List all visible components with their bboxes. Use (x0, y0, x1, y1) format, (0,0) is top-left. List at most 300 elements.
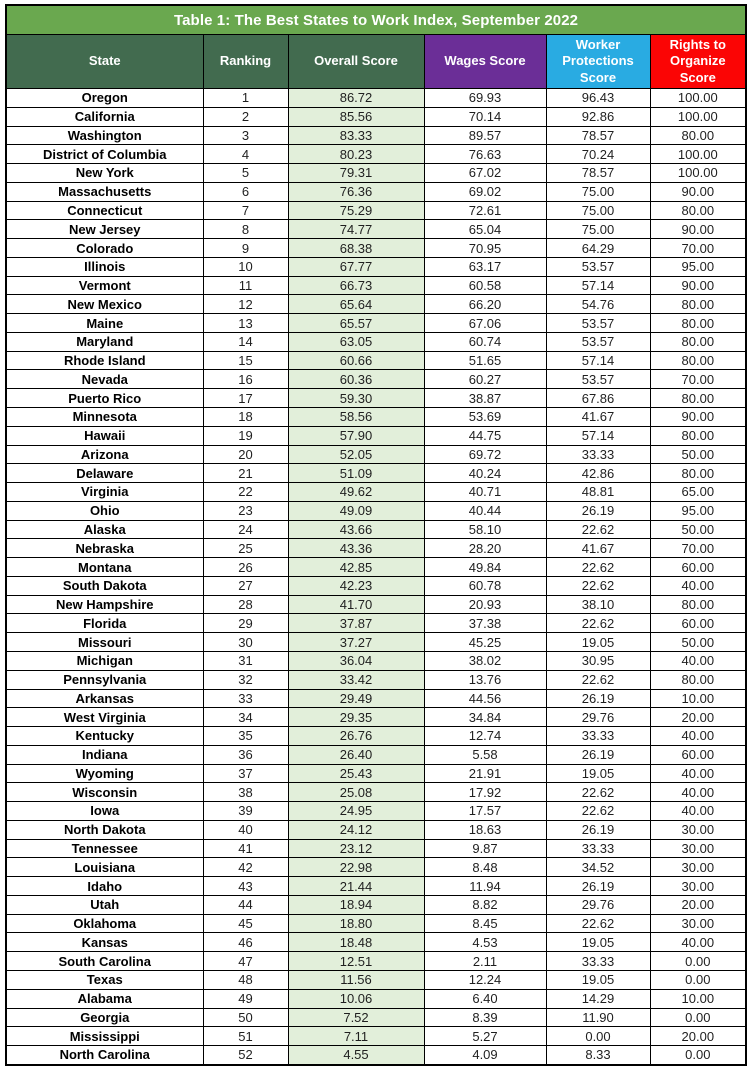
column-header-row (6, 35, 746, 89)
worker-protections-score-cell: 0.00 (546, 1027, 650, 1046)
table-row (6, 483, 746, 502)
table-row (6, 1046, 746, 1065)
state-cell: New York (6, 164, 203, 183)
worker-protections-score-cell: 30.95 (546, 651, 650, 670)
state-cell: Pennsylvania (6, 670, 203, 689)
ranking-cell: 34 (203, 708, 288, 727)
state-cell: Montana (6, 558, 203, 577)
wages-score-cell: 8.82 (424, 895, 546, 914)
wages-score-cell: 4.09 (424, 1046, 546, 1065)
rights-to-organize-score-cell: 70.00 (650, 539, 746, 558)
ranking-cell: 47 (203, 952, 288, 971)
ranking-cell: 6 (203, 182, 288, 201)
worker-protections-score-cell: 22.62 (546, 614, 650, 633)
rights-to-organize-score-cell: 0.00 (650, 1046, 746, 1065)
ranking-cell: 7 (203, 201, 288, 220)
ranking-cell: 15 (203, 351, 288, 370)
rights-to-organize-score-cell: 50.00 (650, 520, 746, 539)
wages-score-cell: 51.65 (424, 351, 546, 370)
wages-score-cell: 38.02 (424, 651, 546, 670)
overall-score-cell: 58.56 (288, 408, 424, 427)
state-cell: Nevada (6, 370, 203, 389)
overall-score-cell: 18.48 (288, 933, 424, 952)
wages-score-cell: 9.87 (424, 839, 546, 858)
ranking-cell: 29 (203, 614, 288, 633)
worker-protections-score-cell: 41.67 (546, 539, 650, 558)
rights-to-organize-score-cell: 90.00 (650, 220, 746, 239)
state-cell: Illinois (6, 257, 203, 276)
wages-score-cell: 8.45 (424, 914, 546, 933)
worker-protections-score-cell: 29.76 (546, 708, 650, 727)
rights-to-organize-score-cell: 80.00 (650, 595, 746, 614)
state-cell: New Jersey (6, 220, 203, 239)
rights-to-organize-score-cell: 100.00 (650, 107, 746, 126)
table-row (6, 164, 746, 183)
state-cell: Virginia (6, 483, 203, 502)
ranking-cell: 48 (203, 970, 288, 989)
state-cell: New Hampshire (6, 595, 203, 614)
rights-to-organize-score-cell: 30.00 (650, 858, 746, 877)
table-row (6, 933, 746, 952)
table-row (6, 389, 746, 408)
ranking-cell: 30 (203, 633, 288, 652)
overall-score-cell: 7.52 (288, 1008, 424, 1027)
rights-to-organize-score-cell: 30.00 (650, 820, 746, 839)
wages-score-cell: 63.17 (424, 257, 546, 276)
rights-to-organize-score-cell: 0.00 (650, 970, 746, 989)
state-cell: North Dakota (6, 820, 203, 839)
overall-score-cell: 29.49 (288, 689, 424, 708)
table-row (6, 708, 746, 727)
rights-to-organize-score-cell: 0.00 (650, 1008, 746, 1027)
overall-score-cell: 63.05 (288, 332, 424, 351)
ranking-cell: 25 (203, 539, 288, 558)
rights-to-organize-score-cell: 40.00 (650, 783, 746, 802)
rights-to-organize-score-cell: 40.00 (650, 802, 746, 821)
wages-score-cell: 69.02 (424, 182, 546, 201)
state-cell: Wisconsin (6, 783, 203, 802)
state-cell: Washington (6, 126, 203, 145)
overall-score-cell: 60.36 (288, 370, 424, 389)
wages-score-cell: 58.10 (424, 520, 546, 539)
overall-score-cell: 42.23 (288, 576, 424, 595)
table-row (6, 764, 746, 783)
table-row (6, 501, 746, 520)
worker-protections-score-cell: 8.33 (546, 1046, 650, 1065)
overall-score-cell: 43.36 (288, 539, 424, 558)
worker-protections-score-cell: 26.19 (546, 877, 650, 896)
wages-score-cell: 40.44 (424, 501, 546, 520)
rights-to-organize-score-cell: 30.00 (650, 839, 746, 858)
table-row (6, 89, 746, 108)
ranking-cell: 2 (203, 107, 288, 126)
table-row (6, 370, 746, 389)
ranking-cell: 12 (203, 295, 288, 314)
ranking-cell: 11 (203, 276, 288, 295)
state-cell: South Carolina (6, 952, 203, 971)
ranking-cell: 45 (203, 914, 288, 933)
rights-to-organize-score-cell: 50.00 (650, 633, 746, 652)
wages-score-cell: 8.48 (424, 858, 546, 877)
worker-protections-score-cell: 67.86 (546, 389, 650, 408)
ranking-cell: 19 (203, 426, 288, 445)
rights-to-organize-score-cell: 30.00 (650, 914, 746, 933)
worker-protections-score-cell: 14.29 (546, 989, 650, 1008)
rights-to-organize-score-cell: 60.00 (650, 614, 746, 633)
state-cell: Colorado (6, 239, 203, 258)
ranking-cell: 35 (203, 727, 288, 746)
table-row (6, 727, 746, 746)
wages-score-cell: 40.24 (424, 464, 546, 483)
col-header-overall-score: Overall Score (288, 35, 424, 89)
worker-protections-score-cell: 26.19 (546, 689, 650, 708)
ranking-cell: 18 (203, 408, 288, 427)
rights-to-organize-score-cell: 80.00 (650, 351, 746, 370)
overall-score-cell: 24.95 (288, 802, 424, 821)
overall-score-cell: 85.56 (288, 107, 424, 126)
table-row (6, 970, 746, 989)
col-header-state: State (6, 35, 203, 89)
state-cell: Iowa (6, 802, 203, 821)
rights-to-organize-score-cell: 40.00 (650, 576, 746, 595)
worker-protections-score-cell: 26.19 (546, 745, 650, 764)
overall-score-cell: 74.77 (288, 220, 424, 239)
ranking-cell: 24 (203, 520, 288, 539)
overall-score-cell: 18.80 (288, 914, 424, 933)
rights-to-organize-score-cell: 0.00 (650, 952, 746, 971)
overall-score-cell: 49.62 (288, 483, 424, 502)
worker-protections-score-cell: 34.52 (546, 858, 650, 877)
table-row (6, 314, 746, 333)
ranking-cell: 51 (203, 1027, 288, 1046)
overall-score-cell: 80.23 (288, 145, 424, 164)
table-row (6, 239, 746, 258)
rights-to-organize-score-cell: 40.00 (650, 651, 746, 670)
ranking-cell: 28 (203, 595, 288, 614)
state-cell: California (6, 107, 203, 126)
overall-score-cell: 12.51 (288, 952, 424, 971)
table-row (6, 107, 746, 126)
table-row (6, 614, 746, 633)
ranking-cell: 44 (203, 895, 288, 914)
rights-to-organize-score-cell: 80.00 (650, 670, 746, 689)
state-cell: Oregon (6, 89, 203, 108)
worker-protections-score-cell: 33.33 (546, 952, 650, 971)
ranking-cell: 41 (203, 839, 288, 858)
state-cell: Alaska (6, 520, 203, 539)
wages-score-cell: 34.84 (424, 708, 546, 727)
col-header-ranking: Ranking (203, 35, 288, 89)
ranking-cell: 50 (203, 1008, 288, 1027)
wages-score-cell: 17.57 (424, 802, 546, 821)
table-row (6, 351, 746, 370)
wages-score-cell: 53.69 (424, 408, 546, 427)
worker-protections-score-cell: 53.57 (546, 332, 650, 351)
table-head (6, 5, 746, 89)
rights-to-organize-score-cell: 90.00 (650, 276, 746, 295)
wages-score-cell: 11.94 (424, 877, 546, 896)
rights-to-organize-score-cell: 60.00 (650, 745, 746, 764)
overall-score-cell: 33.42 (288, 670, 424, 689)
state-cell: Delaware (6, 464, 203, 483)
rights-to-organize-score-cell: 90.00 (650, 182, 746, 201)
overall-score-cell: 60.66 (288, 351, 424, 370)
ranking-cell: 17 (203, 389, 288, 408)
wages-score-cell: 65.04 (424, 220, 546, 239)
rights-to-organize-score-cell: 10.00 (650, 989, 746, 1008)
state-cell: Puerto Rico (6, 389, 203, 408)
wages-score-cell: 76.63 (424, 145, 546, 164)
wages-score-cell: 70.14 (424, 107, 546, 126)
overall-score-cell: 36.04 (288, 651, 424, 670)
worker-protections-score-cell: 57.14 (546, 351, 650, 370)
wages-score-cell: 60.58 (424, 276, 546, 295)
overall-score-cell: 26.40 (288, 745, 424, 764)
title-row (6, 5, 746, 35)
overall-score-cell: 25.43 (288, 764, 424, 783)
overall-score-cell: 22.98 (288, 858, 424, 877)
wages-score-cell: 69.93 (424, 89, 546, 108)
overall-score-cell: 79.31 (288, 164, 424, 183)
table-body (6, 89, 746, 1065)
state-cell: Vermont (6, 276, 203, 295)
overall-score-cell: 26.76 (288, 727, 424, 746)
state-cell: Georgia (6, 1008, 203, 1027)
worker-protections-score-cell: 57.14 (546, 276, 650, 295)
col-header-worker-protections-score: Worker Protections Score (546, 35, 650, 89)
ranking-cell: 27 (203, 576, 288, 595)
state-cell: Kentucky (6, 727, 203, 746)
table-row (6, 877, 746, 896)
rights-to-organize-score-cell: 70.00 (650, 239, 746, 258)
table-row (6, 445, 746, 464)
table-row (6, 1008, 746, 1027)
ranking-cell: 26 (203, 558, 288, 577)
rights-to-organize-score-cell: 10.00 (650, 689, 746, 708)
wages-score-cell: 72.61 (424, 201, 546, 220)
worker-protections-score-cell: 33.33 (546, 727, 650, 746)
rights-to-organize-score-cell: 80.00 (650, 426, 746, 445)
table-row (6, 126, 746, 145)
overall-score-cell: 66.73 (288, 276, 424, 295)
worker-protections-score-cell: 92.86 (546, 107, 650, 126)
worker-protections-score-cell: 75.00 (546, 220, 650, 239)
state-cell: Connecticut (6, 201, 203, 220)
table-row (6, 670, 746, 689)
table-row (6, 1027, 746, 1046)
ranking-cell: 37 (203, 764, 288, 783)
ranking-cell: 36 (203, 745, 288, 764)
ranking-cell: 33 (203, 689, 288, 708)
overall-score-cell: 41.70 (288, 595, 424, 614)
worker-protections-score-cell: 33.33 (546, 839, 650, 858)
table-row (6, 914, 746, 933)
state-cell: Arizona (6, 445, 203, 464)
wages-score-cell: 38.87 (424, 389, 546, 408)
col-header-wages-score: Wages Score (424, 35, 546, 89)
rights-to-organize-score-cell: 80.00 (650, 126, 746, 145)
wages-score-cell: 12.24 (424, 970, 546, 989)
table-row (6, 257, 746, 276)
rights-to-organize-score-cell: 100.00 (650, 89, 746, 108)
state-cell: Rhode Island (6, 351, 203, 370)
wages-score-cell: 67.06 (424, 314, 546, 333)
overall-score-cell: 51.09 (288, 464, 424, 483)
state-cell: Maryland (6, 332, 203, 351)
overall-score-cell: 29.35 (288, 708, 424, 727)
rights-to-organize-score-cell: 80.00 (650, 389, 746, 408)
worker-protections-score-cell: 19.05 (546, 633, 650, 652)
col-header-rights-to-organize-score: Rights to Organize Score (650, 35, 746, 89)
overall-score-cell: 24.12 (288, 820, 424, 839)
worker-protections-score-cell: 96.43 (546, 89, 650, 108)
rights-to-organize-score-cell: 100.00 (650, 164, 746, 183)
wages-score-cell: 2.11 (424, 952, 546, 971)
ranking-cell: 4 (203, 145, 288, 164)
worker-protections-score-cell: 29.76 (546, 895, 650, 914)
overall-score-cell: 65.57 (288, 314, 424, 333)
table-row (6, 651, 746, 670)
worker-protections-score-cell: 78.57 (546, 164, 650, 183)
rights-to-organize-score-cell: 80.00 (650, 201, 746, 220)
ranking-cell: 39 (203, 802, 288, 821)
worker-protections-score-cell: 53.57 (546, 314, 650, 333)
table-row (6, 201, 746, 220)
rights-to-organize-score-cell: 40.00 (650, 764, 746, 783)
overall-score-cell: 37.27 (288, 633, 424, 652)
rights-to-organize-score-cell: 40.00 (650, 727, 746, 746)
table-row (6, 689, 746, 708)
ranking-cell: 10 (203, 257, 288, 276)
wages-score-cell: 60.27 (424, 370, 546, 389)
ranking-cell: 3 (203, 126, 288, 145)
state-cell: Oklahoma (6, 914, 203, 933)
state-cell: South Dakota (6, 576, 203, 595)
worker-protections-score-cell: 78.57 (546, 126, 650, 145)
wages-score-cell: 60.78 (424, 576, 546, 595)
ranking-cell: 14 (203, 332, 288, 351)
state-cell: Arkansas (6, 689, 203, 708)
overall-score-cell: 21.44 (288, 877, 424, 896)
wages-score-cell: 44.56 (424, 689, 546, 708)
state-cell: Minnesota (6, 408, 203, 427)
worker-protections-score-cell: 19.05 (546, 970, 650, 989)
ranking-cell: 1 (203, 89, 288, 108)
worker-protections-score-cell: 48.81 (546, 483, 650, 502)
overall-score-cell: 4.55 (288, 1046, 424, 1065)
worker-protections-score-cell: 22.62 (546, 576, 650, 595)
table-row (6, 595, 746, 614)
state-cell: Florida (6, 614, 203, 633)
rights-to-organize-score-cell: 20.00 (650, 1027, 746, 1046)
state-cell: Wyoming (6, 764, 203, 783)
worker-protections-score-cell: 64.29 (546, 239, 650, 258)
rights-to-organize-score-cell: 80.00 (650, 314, 746, 333)
table-row (6, 783, 746, 802)
overall-score-cell: 75.29 (288, 201, 424, 220)
worker-protections-score-cell: 75.00 (546, 182, 650, 201)
worker-protections-score-cell: 53.57 (546, 257, 650, 276)
table-row (6, 295, 746, 314)
overall-score-cell: 65.64 (288, 295, 424, 314)
table-row (6, 952, 746, 971)
state-cell: Nebraska (6, 539, 203, 558)
wages-score-cell: 40.71 (424, 483, 546, 502)
ranking-cell: 32 (203, 670, 288, 689)
table-row (6, 520, 746, 539)
overall-score-cell: 59.30 (288, 389, 424, 408)
overall-score-cell: 23.12 (288, 839, 424, 858)
overall-score-cell: 57.90 (288, 426, 424, 445)
rights-to-organize-score-cell: 80.00 (650, 332, 746, 351)
ranking-cell: 52 (203, 1046, 288, 1065)
overall-score-cell: 52.05 (288, 445, 424, 464)
state-cell: North Carolina (6, 1046, 203, 1065)
ranking-cell: 9 (203, 239, 288, 258)
ranking-cell: 38 (203, 783, 288, 802)
overall-score-cell: 86.72 (288, 89, 424, 108)
wages-score-cell: 18.63 (424, 820, 546, 839)
wages-score-cell: 5.27 (424, 1027, 546, 1046)
rights-to-organize-score-cell: 70.00 (650, 370, 746, 389)
table-row (6, 576, 746, 595)
state-cell: Utah (6, 895, 203, 914)
ranking-cell: 46 (203, 933, 288, 952)
rights-to-organize-score-cell: 100.00 (650, 145, 746, 164)
ranking-cell: 42 (203, 858, 288, 877)
table-row (6, 802, 746, 821)
ranking-cell: 21 (203, 464, 288, 483)
worker-protections-score-cell: 53.57 (546, 370, 650, 389)
ranking-cell: 31 (203, 651, 288, 670)
table-title: Table 1: The Best States to Work Index, September 2022 (6, 5, 746, 35)
overall-score-cell: 43.66 (288, 520, 424, 539)
table-row (6, 539, 746, 558)
rights-to-organize-score-cell: 65.00 (650, 483, 746, 502)
table-row (6, 839, 746, 858)
state-cell: Tennessee (6, 839, 203, 858)
wages-score-cell: 4.53 (424, 933, 546, 952)
state-cell: Kansas (6, 933, 203, 952)
wages-score-cell: 66.20 (424, 295, 546, 314)
state-cell: Mississippi (6, 1027, 203, 1046)
worker-protections-score-cell: 22.62 (546, 802, 650, 821)
rights-to-organize-score-cell: 80.00 (650, 295, 746, 314)
rights-to-organize-score-cell: 50.00 (650, 445, 746, 464)
index-table (5, 4, 747, 1066)
state-cell: Louisiana (6, 858, 203, 877)
table-row (6, 858, 746, 877)
overall-score-cell: 18.94 (288, 895, 424, 914)
rights-to-organize-score-cell: 80.00 (650, 464, 746, 483)
wages-score-cell: 37.38 (424, 614, 546, 633)
wages-score-cell: 44.75 (424, 426, 546, 445)
table-row (6, 464, 746, 483)
rights-to-organize-score-cell: 20.00 (650, 708, 746, 727)
worker-protections-score-cell: 38.10 (546, 595, 650, 614)
overall-score-cell: 67.77 (288, 257, 424, 276)
worker-protections-score-cell: 22.62 (546, 520, 650, 539)
worker-protections-score-cell: 22.62 (546, 670, 650, 689)
overall-score-cell: 68.38 (288, 239, 424, 258)
table-row (6, 895, 746, 914)
wages-score-cell: 89.57 (424, 126, 546, 145)
state-cell: Maine (6, 314, 203, 333)
ranking-cell: 43 (203, 877, 288, 896)
worker-protections-score-cell: 42.86 (546, 464, 650, 483)
worker-protections-score-cell: 70.24 (546, 145, 650, 164)
wages-score-cell: 20.93 (424, 595, 546, 614)
